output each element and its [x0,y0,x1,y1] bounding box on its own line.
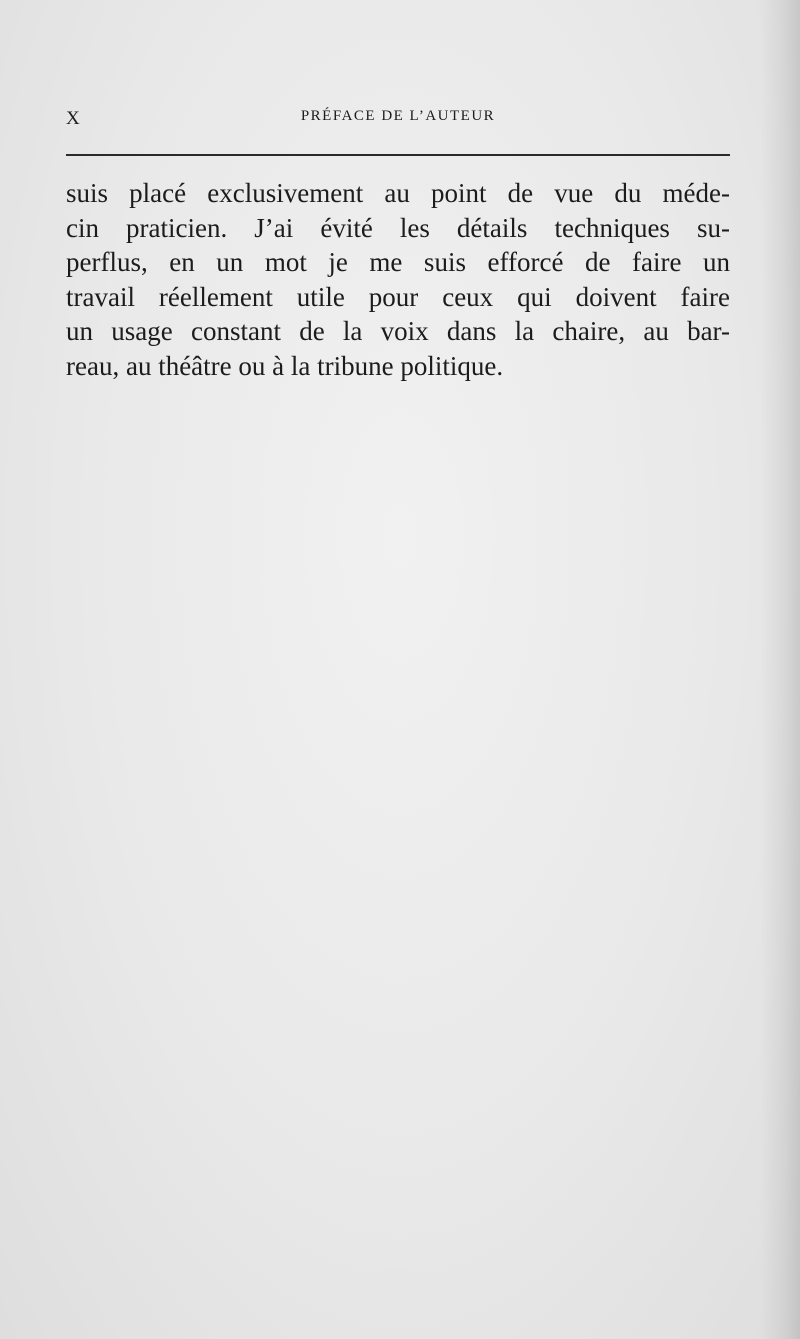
text-line: cin praticien. J’ai évité les détails techniques su- [66,212,730,243]
text-line: reau, au théâtre ou à la tribune politique. [66,350,504,381]
header-rule [66,154,730,156]
text-line: perflus, en un mot je me suis efforcé de faire un [66,247,730,277]
running-title: PRÉFACE DE L’AUTEUR [300,108,496,124]
page-header [66,104,730,134]
text-line: suis placé exclusivement au point de vue du méde- [66,178,730,208]
page-number: X [66,108,81,129]
body-paragraph [66,176,730,383]
text-line: un usage constant de la voix dans la chaire, au bar- [66,316,730,346]
page-edge-shadow [760,0,800,1339]
text-line: travail réellement utile pour ceux qui doivent faire [66,281,730,312]
